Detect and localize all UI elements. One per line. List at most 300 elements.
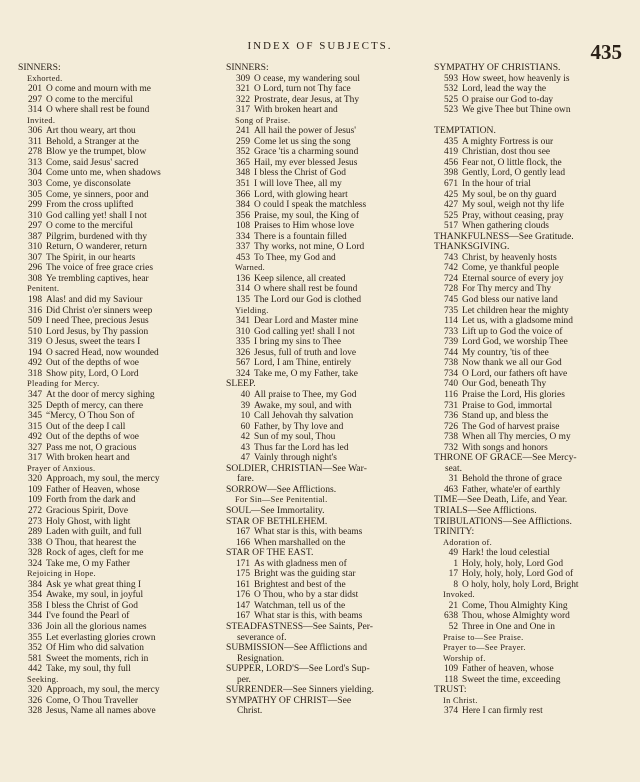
hymn-number: 40 <box>240 389 250 400</box>
index-entry <box>226 580 421 591</box>
hymn-first-line: Behold, a Stranger at the <box>46 136 139 147</box>
hymn-number: 60 <box>240 421 250 432</box>
index-entry <box>226 242 421 253</box>
hymn-number: 366 <box>235 189 250 200</box>
hymn-first-line: Christian, dost thou see <box>462 147 551 158</box>
hymn-first-line: Holy, holy, holy, Lord God of <box>462 569 574 580</box>
index-entry <box>434 221 629 232</box>
index-entry <box>434 327 629 338</box>
hymn-first-line: O sacred Head, now wounded <box>46 347 159 358</box>
hymn-first-line: Out of the depths of woe <box>46 358 139 369</box>
hymn-first-line: What star is this, with beams <box>254 527 363 538</box>
hymn-first-line: Return, O wanderer, return <box>46 242 147 253</box>
hymn-first-line: Father of Heaven, whose <box>46 484 140 495</box>
hymn-first-line: I will love Thee, all my <box>254 179 342 190</box>
hymn-first-line: Blow ye the trumpet, blow <box>46 147 147 158</box>
index-entry <box>18 348 213 359</box>
index-entry <box>18 147 213 158</box>
index-entry <box>434 559 629 570</box>
hymn-number: 352 <box>27 643 42 654</box>
hymn-number: 306 <box>27 126 42 137</box>
index-entry <box>434 548 629 559</box>
index-entry <box>434 622 629 633</box>
hymn-first-line: Praise, my soul, the King of <box>254 210 359 221</box>
index-entry <box>18 453 213 464</box>
hymn-number: 303 <box>27 179 42 190</box>
index-entry <box>226 95 421 106</box>
subject-heading: TRUST: <box>434 685 467 696</box>
index-entry <box>226 211 421 222</box>
hymn-number: 355 <box>27 632 42 643</box>
hymn-number: 492 <box>27 432 42 443</box>
hymn-first-line: Awake, my soul, and with <box>254 400 352 411</box>
subheading: Song of Praise. <box>235 115 291 125</box>
index-entry <box>18 95 213 106</box>
hymn-first-line: I've found the Pearl of <box>46 611 130 622</box>
hymn-first-line: Praises to Him whose love <box>254 221 354 232</box>
hymn-number: 116 <box>444 389 458 400</box>
index-entry <box>18 611 213 622</box>
hymn-number: 324 <box>235 368 250 379</box>
hymn-first-line: O come to the merciful <box>46 94 133 105</box>
index-entry <box>18 369 213 380</box>
index-entry <box>434 190 629 201</box>
hymn-number: 118 <box>444 674 458 685</box>
hymn-number: 724 <box>443 273 458 284</box>
subject-heading: TRINITY: <box>434 527 475 538</box>
index-entry <box>226 590 421 601</box>
index-entry <box>226 559 421 570</box>
index-entry <box>226 168 421 179</box>
hymn-first-line: Come, ye disconsolate <box>46 179 131 190</box>
subject-heading: THANKFULNESS—See Gratitude. <box>434 231 574 242</box>
hymn-first-line: Father, whate'er of earthly <box>462 484 561 495</box>
index-entry <box>18 337 213 348</box>
index-entry <box>18 696 213 707</box>
hymn-first-line: At the door of mercy sighing <box>46 389 155 400</box>
subject-heading: TRIALS—See Afflictions. <box>434 505 537 516</box>
hymn-first-line: My country, 'tis of thee <box>462 347 549 358</box>
hymn-first-line: Vainly through night's <box>254 453 337 464</box>
hymn-first-line: Of Him who did salvation <box>46 643 144 654</box>
index-entry <box>18 590 213 601</box>
index-entry <box>226 327 421 338</box>
index-entry <box>226 569 421 580</box>
index-entry <box>18 327 213 338</box>
hymn-first-line: O cease, my wandering soul <box>254 73 360 84</box>
hymn-first-line: Pray, without ceasing, pray <box>462 210 564 221</box>
subheading: Invited. <box>27 115 56 125</box>
hymn-number: 581 <box>27 653 42 664</box>
index-entry <box>18 158 213 169</box>
hymn-number: 313 <box>27 157 42 168</box>
index-entry <box>18 126 213 137</box>
hymn-number: 299 <box>27 200 42 211</box>
index-entry <box>18 474 213 485</box>
index-entry <box>226 137 421 148</box>
index-entry <box>18 495 213 506</box>
hymn-number: 525 <box>443 210 458 221</box>
hymn-first-line: Approach, my soul, the mercy <box>46 685 160 696</box>
hymn-first-line: What star is this, with beams <box>254 611 363 622</box>
hymn-number: 175 <box>235 569 250 580</box>
index-entry <box>434 74 629 85</box>
hymn-first-line: When gathering clouds <box>462 221 549 232</box>
subject-heading: SUPPER, LORD'S—See Lord's Sup- <box>226 664 370 675</box>
heading-continuation: Resignation. <box>237 653 285 664</box>
hymn-first-line: Thy works, not mine, O Lord <box>254 242 365 253</box>
hymn-first-line: Let children hear the mighty <box>462 305 569 316</box>
index-entry <box>226 411 421 422</box>
hymn-number: 328 <box>27 548 42 559</box>
index-column-1 <box>18 63 213 717</box>
hymn-number: 341 <box>235 316 250 327</box>
index-entry <box>18 105 213 116</box>
hymn-first-line: Hark! the loud celestial <box>462 548 550 559</box>
hymn-number: 419 <box>443 147 458 158</box>
hymn-number: 732 <box>443 442 458 453</box>
index-entry <box>18 253 213 264</box>
hymn-first-line: Show pity, Lord, O Lord <box>46 368 139 379</box>
heading-continuation: per. <box>237 674 251 685</box>
hymn-number: 326 <box>27 695 42 706</box>
hymn-number: 365 <box>235 157 250 168</box>
hymn-first-line: Lord, with glowing heart <box>254 189 348 200</box>
hymn-first-line: Rock of ages, cleft for me <box>46 548 144 559</box>
hymn-number: 728 <box>443 284 458 295</box>
hymn-first-line: O Thou, that hearest the <box>46 537 137 548</box>
hymn-number: 337 <box>235 242 250 253</box>
hymn-number: 296 <box>27 263 42 274</box>
hymn-number: 739 <box>443 337 458 348</box>
index-entry <box>226 295 421 306</box>
hymn-first-line: Come unto me, when shadows <box>46 168 161 179</box>
hymn-number: 351 <box>235 179 250 190</box>
hymn-first-line: Dear Lord and Master mine <box>254 316 359 327</box>
subheading: For Sin—See Penitential. <box>235 495 328 505</box>
subheading: Prayer of Anxious. <box>27 463 96 473</box>
index-entry <box>434 306 629 317</box>
hymn-first-line: Let us, with a gladsome mind <box>462 316 573 327</box>
hymn-number: 671 <box>443 179 458 190</box>
hymn-first-line: Call Jehovah thy salvation <box>254 411 354 422</box>
hymn-first-line: I bring my sins to Thee <box>254 337 342 348</box>
hymn-first-line: Hail, my ever blessed Jesus <box>254 157 358 168</box>
index-entry <box>434 316 629 327</box>
hymn-number: 384 <box>27 579 42 590</box>
index-column-3 <box>434 63 629 717</box>
hymn-number: 742 <box>443 263 458 274</box>
hymn-number: 316 <box>27 305 42 316</box>
subject-heading: STEADFASTNESS—See Saints, Per- <box>226 621 374 632</box>
hymn-first-line: With songs and honors <box>462 442 548 453</box>
hymn-number: 322 <box>235 94 250 105</box>
hymn-number: 273 <box>27 516 42 527</box>
index-entry <box>434 147 629 158</box>
hymn-first-line: Grace 'tis a charming sound <box>254 147 359 158</box>
hymn-number: 241 <box>235 126 250 137</box>
index-entry <box>18 432 213 443</box>
index-entry <box>434 379 629 390</box>
hymn-number: 733 <box>443 326 458 337</box>
index-entry <box>226 221 421 232</box>
subject-heading: SINNERS: <box>18 63 61 73</box>
hymn-first-line: Ask ye what great thing I <box>46 579 142 590</box>
hymn-first-line: Ye trembling captives, hear <box>46 273 149 284</box>
hymn-first-line: Sun of my soul, Thou <box>254 432 336 443</box>
hymn-first-line: My soul, weigh not thy life <box>462 200 565 211</box>
index-column-2 <box>226 63 421 717</box>
subheading: Invoked. <box>443 590 475 600</box>
index-entry <box>434 295 629 306</box>
hymn-number: 307 <box>27 252 42 263</box>
hymn-first-line: Take me, O my Father <box>46 558 130 569</box>
hymn-number: 731 <box>443 400 458 411</box>
hymn-number: 314 <box>235 284 250 295</box>
hymn-first-line: God bless our native land <box>462 295 558 306</box>
subheading: Praise to—See Praise. <box>443 632 524 642</box>
index-entry <box>226 190 421 201</box>
subheading: Penitent. <box>27 284 60 294</box>
hymn-number: 314 <box>27 105 42 116</box>
index-entry <box>18 390 213 401</box>
hymn-first-line: Come let us sing the song <box>254 136 351 147</box>
index-entry <box>226 358 421 369</box>
hymn-number: 734 <box>443 368 458 379</box>
subheading: Adoration of. <box>443 537 493 547</box>
subject-heading: SYMPATHY OF CHRISTIANS. <box>434 63 561 73</box>
subheading: Exhorted. <box>27 73 63 83</box>
hymn-number: 17 <box>448 569 458 580</box>
hymn-number: 328 <box>27 706 42 717</box>
hymn-first-line: Keep silence, all created <box>254 273 346 284</box>
index-entry <box>226 74 421 85</box>
hymn-first-line: Father, by Thy love and <box>254 421 344 432</box>
index-entry <box>434 422 629 433</box>
hymn-first-line: We give Thee but Thine own <box>462 105 571 116</box>
hymn-number: 109 <box>27 484 42 495</box>
index-entry <box>226 105 421 116</box>
heading-continuation: fare. <box>237 474 254 485</box>
hymn-first-line: Lord God, we worship Thee <box>462 337 568 348</box>
hymn-first-line: From the cross uplifted <box>46 200 134 211</box>
hymn-first-line: There is a fountain filled <box>254 231 347 242</box>
hymn-first-line: Fear not, O little flock, the <box>462 157 562 168</box>
hymn-first-line: Eternal source of every joy <box>462 273 564 284</box>
index-entry <box>18 580 213 591</box>
hymn-number: 320 <box>27 474 42 485</box>
index-entry <box>18 485 213 496</box>
hymn-first-line: O where shall rest be found <box>46 105 150 116</box>
index-entry <box>18 200 213 211</box>
hymn-first-line: Behold the throne of grace <box>462 474 562 485</box>
hymn-number: 384 <box>235 200 250 211</box>
heading-continuation: seat. <box>445 463 462 474</box>
hymn-number: 352 <box>235 147 250 158</box>
hymn-number: 315 <box>27 421 42 432</box>
hymn-first-line: Come, ye sinners, poor and <box>46 189 149 200</box>
hymn-number: 726 <box>443 421 458 432</box>
hymn-first-line: Lord, lead the way the <box>462 84 547 95</box>
hymn-first-line: Awake, my soul, in joyful <box>46 590 144 601</box>
index-entry <box>18 263 213 274</box>
index-entry <box>434 401 629 412</box>
index-entry <box>18 242 213 253</box>
hymn-first-line: Come, O Thou Traveller <box>46 695 139 706</box>
index-entry <box>226 348 421 359</box>
subject-heading: THANKSGIVING. <box>434 242 510 253</box>
index-entry <box>18 190 213 201</box>
hymn-number: 21 <box>448 600 458 611</box>
subject-heading: STAR OF BETHLEHEM. <box>226 516 328 527</box>
subject-heading: SORROW—See Afflictions. <box>226 484 337 495</box>
hymn-first-line: Praise the Lord, His glories <box>462 389 565 400</box>
hymn-number: 52 <box>448 621 458 632</box>
hymn-first-line: All hail the power of Jesus' <box>254 126 356 137</box>
hymn-number: 638 <box>443 611 458 622</box>
hymn-number: 136 <box>235 273 250 284</box>
hymn-number: 356 <box>235 210 250 221</box>
subject-heading: THRONE OF GRACE—See Mercy- <box>434 453 577 464</box>
hymn-first-line: How sweet, how heavenly is <box>462 73 570 84</box>
subject-heading: SURRENDER—See Sinners yielding. <box>226 685 374 696</box>
index-entry <box>18 295 213 306</box>
index-entry <box>18 506 213 517</box>
hymn-first-line: O where shall rest be found <box>254 284 358 295</box>
hymn-number: 740 <box>443 379 458 390</box>
hymn-number: 147 <box>235 600 250 611</box>
index-entry <box>226 453 421 464</box>
index-entry <box>434 337 629 348</box>
index-entry <box>226 158 421 169</box>
hymn-first-line: Art thou weary, art thou <box>46 126 136 137</box>
hymn-number: 517 <box>443 221 458 232</box>
hymn-number: 310 <box>27 210 42 221</box>
subheading: Warned. <box>235 263 266 273</box>
index-entry <box>434 211 629 222</box>
hymn-number: 317 <box>27 453 42 464</box>
hymn-number: 347 <box>27 389 42 400</box>
hymn-first-line: When marshalled on the <box>254 537 346 548</box>
hymn-number: 305 <box>27 189 42 200</box>
index-entry <box>18 706 213 717</box>
index-entry <box>18 411 213 422</box>
hymn-first-line: Praise to God, immortal <box>462 400 553 411</box>
subject-heading: SINNERS: <box>226 63 269 73</box>
index-entry <box>434 358 629 369</box>
hymn-first-line: Brightest and best of the <box>254 579 346 590</box>
hymn-number: 166 <box>235 537 250 548</box>
hymn-number: 427 <box>443 200 458 211</box>
index-entry <box>434 443 629 454</box>
index-entry <box>226 253 421 264</box>
hymn-first-line: Sweet the moments, rich in <box>46 653 149 664</box>
hymn-number: 525 <box>443 94 458 105</box>
subheading: Rejoicing in Hope. <box>27 569 96 579</box>
hymn-first-line: With broken heart and <box>46 453 130 464</box>
hymn-number: 8 <box>453 579 458 590</box>
index-entry <box>226 601 421 612</box>
index-entry <box>434 369 629 380</box>
hymn-first-line: Prostrate, dear Jesus, at Thy <box>254 94 360 105</box>
hymn-first-line: Lord Jesus, by Thy passion <box>46 326 149 337</box>
index-entry <box>18 517 213 528</box>
index-entry <box>18 443 213 454</box>
hymn-number: 310 <box>235 326 250 337</box>
index-entry <box>226 527 421 538</box>
subheading: Seeking. <box>27 674 59 684</box>
hymn-first-line: Sweet the time, exceeding <box>462 674 561 685</box>
hymn-number: 510 <box>27 326 42 337</box>
index-entry <box>434 274 629 285</box>
hymn-number: 278 <box>27 147 42 158</box>
index-entry <box>226 316 421 327</box>
heading-continuation: severance of. <box>237 632 287 643</box>
index-entry <box>18 84 213 95</box>
index-entry <box>434 675 629 686</box>
hymn-first-line: Let everlasting glories crown <box>46 632 156 643</box>
hymn-first-line: O come and mourn with me <box>46 84 151 95</box>
hymn-number: 49 <box>448 548 458 559</box>
hymn-first-line: Christ, by heavenly hosts <box>462 252 557 263</box>
index-entry <box>18 221 213 232</box>
hymn-first-line: Take, my soul, thy full <box>46 664 131 675</box>
hymn-first-line: Watchman, tell us of the <box>254 600 346 611</box>
index-entry <box>18 664 213 675</box>
hymn-first-line: Come, said Jesus' sacred <box>46 157 139 168</box>
index-entry <box>226 369 421 380</box>
index-entry <box>18 559 213 570</box>
subheading: Yielding. <box>235 305 269 315</box>
index-entry <box>18 643 213 654</box>
hymn-number: 743 <box>443 252 458 263</box>
hymn-number: 348 <box>235 168 250 179</box>
hymn-first-line: I need Thee, precious Jesus <box>46 316 149 327</box>
hymn-first-line: Holy, holy, holy, Lord God <box>462 558 564 569</box>
index-entry <box>18 654 213 665</box>
hymn-number: 425 <box>443 189 458 200</box>
index-entry <box>434 158 629 169</box>
hymn-number: 297 <box>27 94 42 105</box>
hymn-first-line: Bright was the guiding star <box>254 569 356 580</box>
subheading: Prayer to—See Prayer. <box>443 643 526 653</box>
hymn-first-line: God calling yet! shall I not <box>46 210 147 221</box>
hymn-first-line: My soul, be on thy guard <box>462 189 557 200</box>
index-entry <box>434 580 629 591</box>
index-entry <box>18 685 213 696</box>
hymn-number: 593 <box>443 73 458 84</box>
index-entry <box>18 211 213 222</box>
hymn-number: 318 <box>27 368 42 379</box>
hymn-first-line: As with gladness men of <box>254 558 347 569</box>
hymn-first-line: I bless the Christ of God <box>254 168 346 179</box>
running-title: INDEX OF SUBJECTS. <box>247 40 393 52</box>
hymn-number: 1 <box>453 558 458 569</box>
hymn-first-line: O praise our God to-day <box>462 94 554 105</box>
index-entry <box>434 105 629 116</box>
index-entry <box>226 422 421 433</box>
subject-heading: STAR OF THE EAST. <box>226 548 314 559</box>
hymn-number: 345 <box>27 411 42 422</box>
hymn-number: 39 <box>240 400 250 411</box>
hymn-first-line: Lift up to God the voice of <box>462 326 563 337</box>
hymn-number: 135 <box>235 295 250 306</box>
hymn-first-line: Did Christ o'er sinners weep <box>46 305 153 316</box>
index-entry <box>226 401 421 412</box>
index-entry <box>18 306 213 317</box>
hymn-first-line: Thus far the Lord has led <box>254 442 349 453</box>
index-entry <box>434 432 629 443</box>
